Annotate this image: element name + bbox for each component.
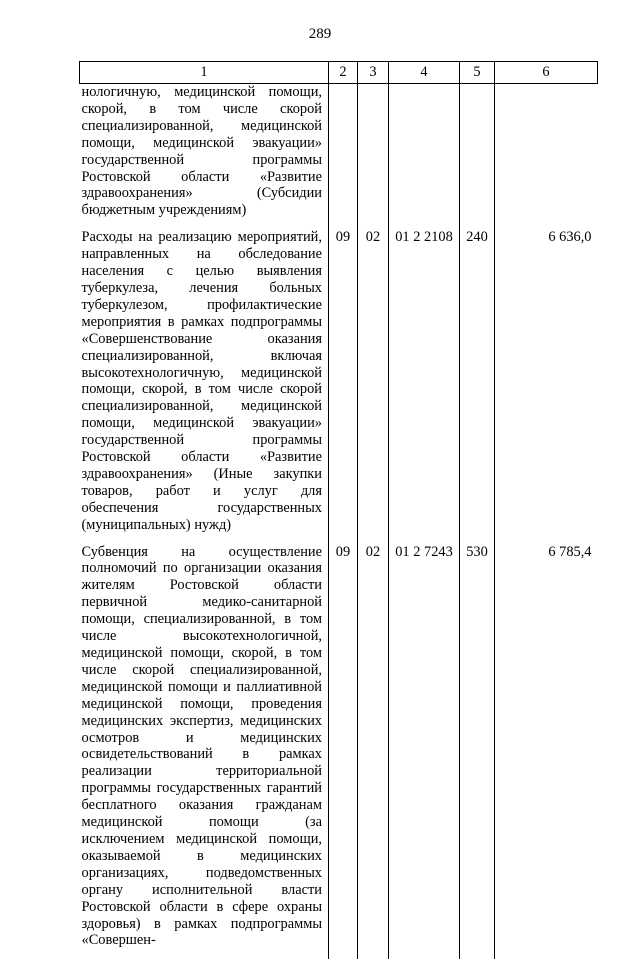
row-subsection-code: 02 — [358, 544, 389, 959]
row-target-article: 01 2 2108 — [389, 229, 460, 543]
column-header-5: 5 — [460, 62, 495, 84]
table-header-row — [80, 62, 598, 84]
row-target-article: 01 2 7243 — [389, 544, 460, 959]
row-description: Расходы на реализацию мероприятий, направленных на обследование населения с целью выявления туберкулеза, лечения больных туберкулезом, профилактические мероприятия в рамках подпрограммы «Совершенствование оказания специализированной, включая высокотехнологичную, медицинской помощи, скорой, в том числе скорой специализированной, медицинской помощи, медицинской эвакуации» государственной программы Ростовской области «Развитие здравоохранения» (Иные закупки товаров, работ и услуг для обеспечения государственных (муниципальных) нужд) — [80, 229, 329, 543]
row-subsection-code — [358, 84, 389, 230]
row-section-code — [329, 84, 358, 230]
column-header-6: 6 — [495, 62, 598, 84]
row-target-article — [389, 84, 460, 230]
table-row — [80, 229, 598, 543]
row-subsection-code: 02 — [358, 229, 389, 543]
column-header-1: 1 — [80, 62, 329, 84]
row-description: нологичную, медицинской помощи, скорой, в том числе скорой специализированной, медицинской помощи, медицинской эвакуации» государственной программы Ростовской области «Развитие здравоохранения» (Субсидии бюджетным учреждениям) — [80, 84, 329, 230]
budget-table — [79, 61, 598, 959]
page-number: 289 — [308, 26, 332, 42]
row-expense-type: 530 — [460, 544, 495, 959]
row-amount — [495, 84, 598, 230]
column-header-2: 2 — [329, 62, 358, 84]
column-header-4: 4 — [389, 62, 460, 84]
row-expense-type — [460, 84, 495, 230]
row-amount: 6 785,4 — [495, 544, 598, 959]
table-row — [80, 84, 598, 230]
row-description: Субвенция на осуществление полномочий по организации оказания жителям Ростовской области первичной медико-санитарной помощи, специализированной, в том числе высокотехнологичной, медицинской помощи, скорой, в том числе скорой специализированной, медицинской помощи и паллиативной медицинской помощи, проведения медицинских экспертиз, медицинских осмотров и медицинских освидетельствований в рамках реализации территориальной программы государственных гарантий бесплатного оказания гражданам медицинской помощи (за исключением медицинской помощи, оказываемой в медицинских организациях, подведомственных органу исполнительной власти Ростовской области в сфере охраны здоровья) в рамках подпрограммы «Совершен- — [80, 544, 329, 959]
row-section-code: 09 — [329, 229, 358, 543]
row-expense-type: 240 — [460, 229, 495, 543]
column-header-3: 3 — [358, 62, 389, 84]
row-section-code: 09 — [329, 544, 358, 959]
table-row — [80, 544, 598, 959]
row-amount: 6 636,0 — [495, 229, 598, 543]
